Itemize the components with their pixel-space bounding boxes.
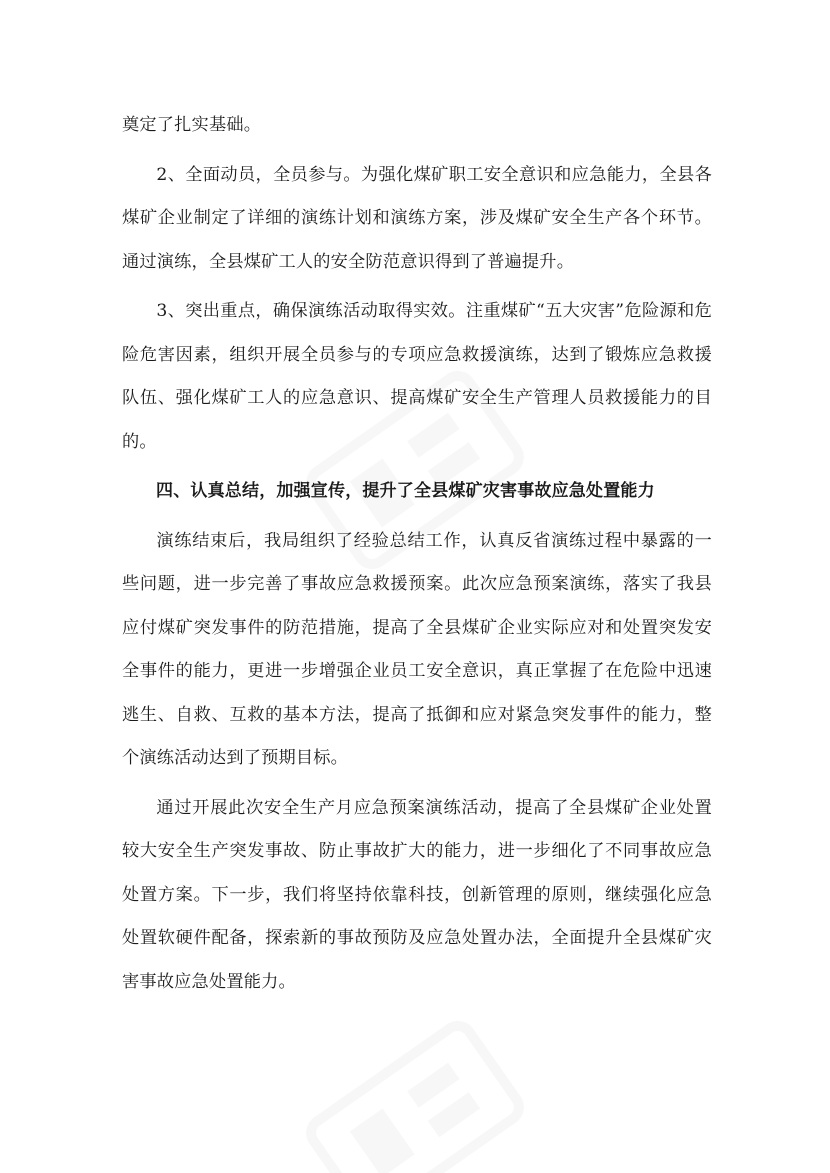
watermark-mark-lower (306, 1020, 525, 1173)
document-body (122, 104, 712, 1004)
paragraph-summary: 演练结束后，我局组织了经验总结工作，认真反省演练过程中暴露的一些问题，进一步完善了事故应急救援预案。此次应急预案演练，落实了我县应付煤矿突发事件的防范措施，提高了全县煤矿企业实际应对和处置突发安全事件的能力，更进一步增强企业员工安全意识，真正掌握了在危险中迅速逃生、自救、互救的基本方法，提高了抵御和应对紧急突发事件的能力，整个演练活动达到了预期目标。 (122, 530, 712, 768)
section-heading-4: 四、认真总结，加强宣传，提升了全县煤矿灾害事故应急处置能力 (156, 481, 655, 501)
paragraph-point-2: 2、全面动员，全员参与。为强化煤矿职工安全意识和应急能力，全县各煤矿企业制定了详细的演练计划和演练方案，涉及煤矿安全生产各个环节。通过演练，全县煤矿工人的安全防范意识得到了普遍提升。 (122, 164, 712, 272)
paragraph-point-3: 3、突出重点，确保演练活动取得实效。注重煤矿“五大灾害”危险源和危险危害因素，组织开展全员参与的专项应急救援演练，达到了锻炼应急救援队伍、强化煤矿工人的应急意识、提高煤矿安全生产管理人员救援能力的目的。 (122, 301, 712, 452)
paragraph-conclusion: 通过开展此次安全生产月应急预案演练活动，提高了全县煤矿企业处置较大安全生产突发事故、防止事故扩大的能力，进一步细化了不同事故应急处置方案。下一步，我们将坚持依靠科技，创新管理的原则，继续强化应急处置软硬件配备，探索新的事故预防及应急处置办法，全面提升全县煤矿灾害事故应急处置能力。 (122, 797, 712, 992)
paragraph-continuation: 奠定了扎实基础。 (122, 115, 262, 135)
